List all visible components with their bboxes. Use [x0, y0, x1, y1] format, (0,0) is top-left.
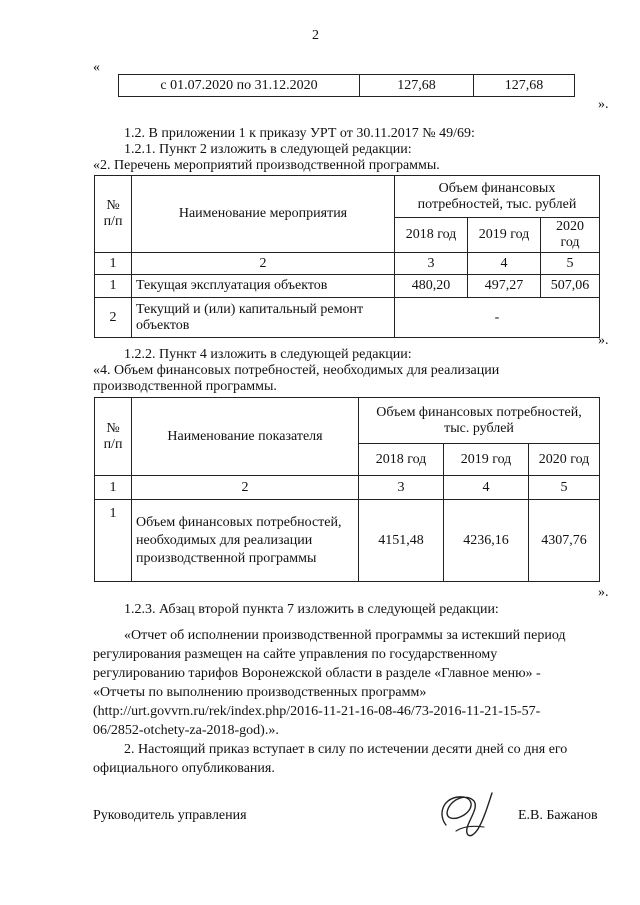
- value-cell: 127,68: [360, 75, 474, 97]
- table-1: [94, 175, 600, 338]
- row-value: 507,06: [541, 275, 600, 298]
- page-number: 2: [312, 28, 319, 43]
- index-cell: 4: [444, 476, 529, 500]
- table-row: [95, 275, 600, 298]
- table-2: [94, 397, 600, 582]
- header-num: № п/п: [95, 176, 132, 253]
- header-year: 2020 год: [541, 218, 600, 253]
- item-2-cont: официального опубликования.: [93, 761, 275, 776]
- header-year: 2020 год: [529, 444, 600, 476]
- handwritten-signature: [428, 785, 508, 847]
- header-year: 2018 год: [359, 444, 444, 476]
- top-fragment-table: [118, 74, 575, 97]
- signatory-position: Руководитель управления: [93, 808, 247, 823]
- row-value: 480,20: [395, 275, 468, 298]
- header-financial: Объем финансовых потребностей, тыс. рублей: [359, 398, 600, 444]
- index-cell: 5: [541, 253, 600, 275]
- item-1-2-1: 1.2.1. Пункт 2 изложить в следующей редакции:: [124, 142, 412, 157]
- row-name: Текущий и (или) капитальный ремонт объектов: [132, 298, 395, 338]
- index-cell: 3: [395, 253, 468, 275]
- index-cell: 1: [95, 476, 132, 500]
- header-name: Наименование мероприятия: [132, 176, 395, 253]
- item-1-2-3: 1.2.3. Абзац второй пункта 7 изложить в следующей редакции:: [124, 602, 499, 617]
- table-row: [95, 500, 600, 582]
- row-value: 4236,16: [444, 500, 529, 582]
- close-quote: ».: [598, 97, 609, 112]
- index-cell: 5: [529, 476, 600, 500]
- row-num: 1: [95, 500, 132, 582]
- close-quote: ».: [598, 333, 609, 348]
- header-num: № п/п: [95, 398, 132, 476]
- table-row: [95, 298, 600, 338]
- row-num: 2: [95, 298, 132, 338]
- row-merged-value: -: [395, 298, 600, 338]
- index-cell: 4: [468, 253, 541, 275]
- quote-line: «Отчет об исполнении производственной программы за истекший период: [124, 628, 566, 643]
- quote-line: (http://urt.govvrn.ru/rek/index.php/2016-11-21-16-08-46/73-2016-11-21-15-57-: [93, 704, 541, 719]
- header-year: 2018 год: [395, 218, 468, 253]
- quote-line: регулированию тарифов Воронежской области в разделе «Главное меню» -: [93, 666, 541, 681]
- index-cell: 1: [95, 253, 132, 275]
- signatory-name: Е.В. Бажанов: [518, 808, 598, 823]
- quote-line: регулирования размещен на сайте управления по государственному: [93, 647, 498, 662]
- quote-line: 06/2852-otchety-za-2018-god).».: [93, 723, 279, 738]
- row-name: Текущая эксплуатация объектов: [132, 275, 395, 298]
- open-quote: «: [93, 60, 100, 75]
- close-quote: ».: [598, 585, 609, 600]
- item-2: 2. Настоящий приказ вступает в силу по истечении десяти дней со дня его: [124, 742, 568, 757]
- period-cell: с 01.07.2020 по 31.12.2020: [119, 75, 360, 97]
- header-year: 2019 год: [468, 218, 541, 253]
- index-cell: 3: [359, 476, 444, 500]
- row-name: Объем финансовых потребностей, необходимых для реализации производственной программы: [132, 500, 359, 582]
- item-1-2-2: 1.2.2. Пункт 4 изложить в следующей редакции:: [124, 347, 412, 362]
- index-cell: 2: [132, 476, 359, 500]
- row-value: 4307,76: [529, 500, 600, 582]
- row-value: 497,27: [468, 275, 541, 298]
- quote-line: «Отчеты по выполнению производственных программ»: [93, 685, 427, 700]
- table2-title-line1: «4. Объем финансовых потребностей, необходимых для реализации: [93, 363, 500, 378]
- row-value: 4151,48: [359, 500, 444, 582]
- value-cell: 127,68: [474, 75, 575, 97]
- table2-title-line2: производственной программы.: [93, 379, 277, 394]
- header-financial: Объем финансовых потребностей, тыс. рублей: [395, 176, 600, 218]
- index-cell: 2: [132, 253, 395, 275]
- item-1-2: 1.2. В приложении 1 к приказу УРТ от 30.11.2017 № 49/69:: [124, 126, 475, 141]
- table1-title: «2. Перечень мероприятий производственной программы.: [93, 158, 440, 173]
- header-name: Наименование показателя: [132, 398, 359, 476]
- header-year: 2019 год: [444, 444, 529, 476]
- row-num: 1: [95, 275, 132, 298]
